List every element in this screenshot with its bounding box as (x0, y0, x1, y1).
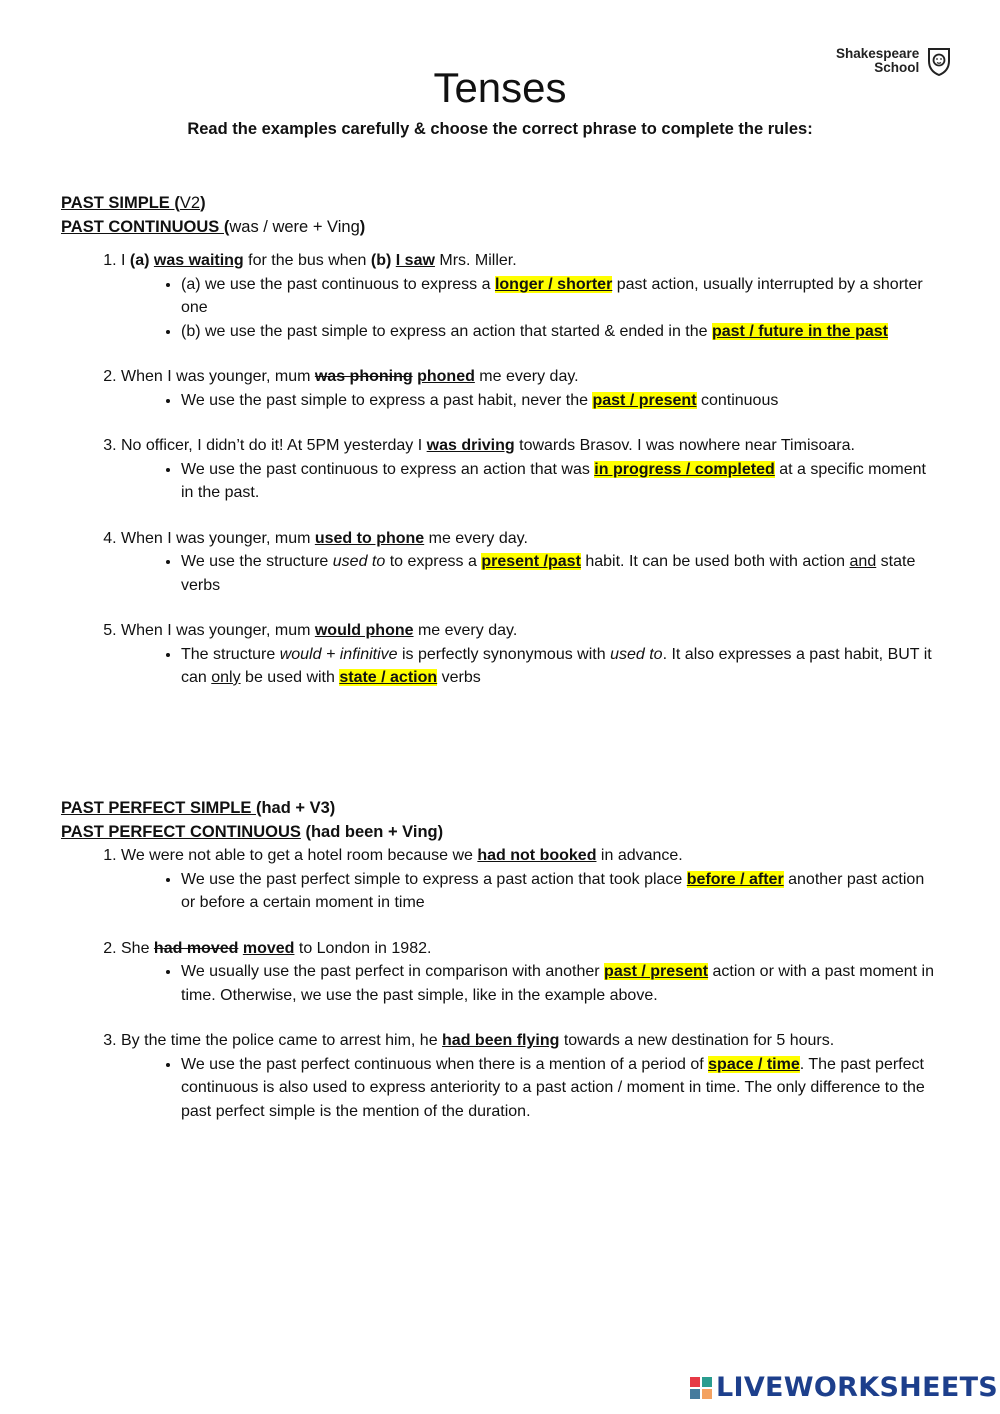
page-title: Tenses (433, 64, 567, 111)
section-past-simple-continuous (61, 191, 941, 712)
choice-option[interactable]: space / time (708, 1055, 800, 1073)
list-item: 3. By the time the police came to arrest him, he had been flying towards a new destination for 5 hours. • We use the past perfect continuous when there is a mention of a period of space / time. The past perfect continuous is also used to express anteriority to a past action / moment in time. The only difference to the past perfect simple is the mention of the duration. (121, 1029, 941, 1123)
choice-option[interactable]: longer / shorter (494, 275, 613, 293)
list-item: 2. She had moved moved to London in 1982. • We usually use the past perfect in comparison with another past / present action or with a past moment in time. Otherwise, we use the past simple, like in the example above. (121, 937, 941, 1008)
example-verb: was waiting (153, 252, 244, 269)
liveworksheets-logo-icon (690, 1377, 712, 1399)
crossed-out-verb: had moved (153, 939, 239, 957)
list-item: 2. When I was younger, mum was phoning phoned me every day. • We use the past simple to express a past habit, never the past / present continuous (121, 365, 941, 412)
example-verb: moved (242, 939, 295, 957)
school-name-line2: School (874, 60, 920, 75)
example-verb: phoned (417, 368, 475, 385)
heading-past-continuous: PAST CONTINUOUS (was / were + Ving) (61, 218, 366, 236)
section-past-perfect (61, 796, 941, 1145)
rule-bullet: • We use the past perfect continuous when there is a mention of a period of space / time. The past perfect continuous is also used to express anteriority to a past action / moment in time. The only difference to the past perfect simple is the mention of the duration. (181, 1053, 941, 1124)
example-verb: had not booked (477, 847, 597, 864)
rule-bullet: • We use the past simple to express a past habit, never the past / present continuous (181, 389, 941, 413)
rule-bullet: • We use the past perfect simple to express a past action that took place before / after another past action or before a certain moment in time (181, 868, 941, 915)
example-verb: would phone (314, 622, 414, 639)
school-name-line1: Shakespeare (836, 46, 920, 61)
choice-option[interactable]: in progress / completed (594, 460, 775, 478)
liveworksheets-footer (690, 1372, 998, 1403)
heading-past-perfect-continuous: PAST PERFECT CONTINUOUS (had been + Ving) (61, 823, 444, 841)
list-item: 1. We were not able to get a hotel room because we had not booked in advance. • We use the past perfect simple to express a past action that took place before / after another past action or before a certain moment in time (121, 844, 941, 915)
list-item: 3. No officer, I didn’t do it! At 5PM yesterday I was driving towards Brasov. I was nowhere near Timisoara. • We use the past continuous to express an action that was in progress / completed at a specific moment in the past. (121, 434, 941, 505)
rules-list (61, 249, 941, 690)
choice-option[interactable]: present /past (481, 553, 581, 570)
rule-bullet: • (b) we use the past simple to express an action that started & ended in the past / future in the past (181, 320, 941, 344)
heading-past-simple: PAST SIMPLE (V2) (61, 194, 206, 212)
rule-bullet: • We use the structure used to to express a present /past habit. It can be used both with action and state verbs (181, 550, 941, 597)
list-item: 1. I (a) was waiting for the bus when (b) I saw Mrs. Miller. • (a) we use the past continuous to express a longer / shorter past action, usually interrupted by a shorter one • (b) we use the past simple to express an action that started & ended in the past / future in the past (121, 249, 941, 343)
liveworksheets-brand: LIVEWORKSHEETS (716, 1372, 999, 1403)
rule-bullet: • The structure would + infinitive is perfectly synonymous with used to. It also expresses a past habit, BUT it can only be used with state / action verbs (181, 643, 941, 690)
heading-past-perfect-simple: PAST PERFECT SIMPLE (had + V3) (61, 799, 336, 817)
choice-option[interactable]: before / after (686, 870, 784, 888)
rule-bullet: • We usually use the past perfect in comparison with another past / present action or with a past moment in time. Otherwise, we use the past simple, like in the example above. (181, 960, 941, 1007)
choice-option[interactable]: past / future in the past (711, 322, 888, 340)
example-verb: I saw (395, 252, 435, 269)
rules-list (61, 844, 941, 1123)
list-item: 5. When I was younger, mum would phone me every day. • The structure would + infinitive is perfectly synonymous with used to. It also expresses a past habit, BUT it can only be used with state / action verbs (121, 619, 941, 690)
instructions: Read the examples carefully & choose the correct phrase to complete the rules: (187, 120, 813, 138)
choice-option[interactable]: state / action (339, 669, 438, 686)
choice-option[interactable]: past / present (604, 963, 709, 980)
example-verb: had been flying (442, 1032, 560, 1049)
crossed-out-verb: was phoning (314, 368, 413, 385)
rule-bullet: • We use the past continuous to express an action that was in progress / completed at a specific moment in the past. (181, 458, 941, 505)
example-verb: used to phone (314, 529, 425, 547)
example-verb: was driving (426, 437, 515, 454)
rule-bullet: • (a) we use the past continuous to express a longer / shorter past action, usually interrupted by a shorter one (181, 273, 941, 320)
choice-option[interactable]: past / present (592, 391, 697, 409)
list-item: 4. When I was younger, mum used to phone me every day. • We use the structure used to to express a present /past habit. It can be used both with action and state verbs (121, 527, 941, 598)
